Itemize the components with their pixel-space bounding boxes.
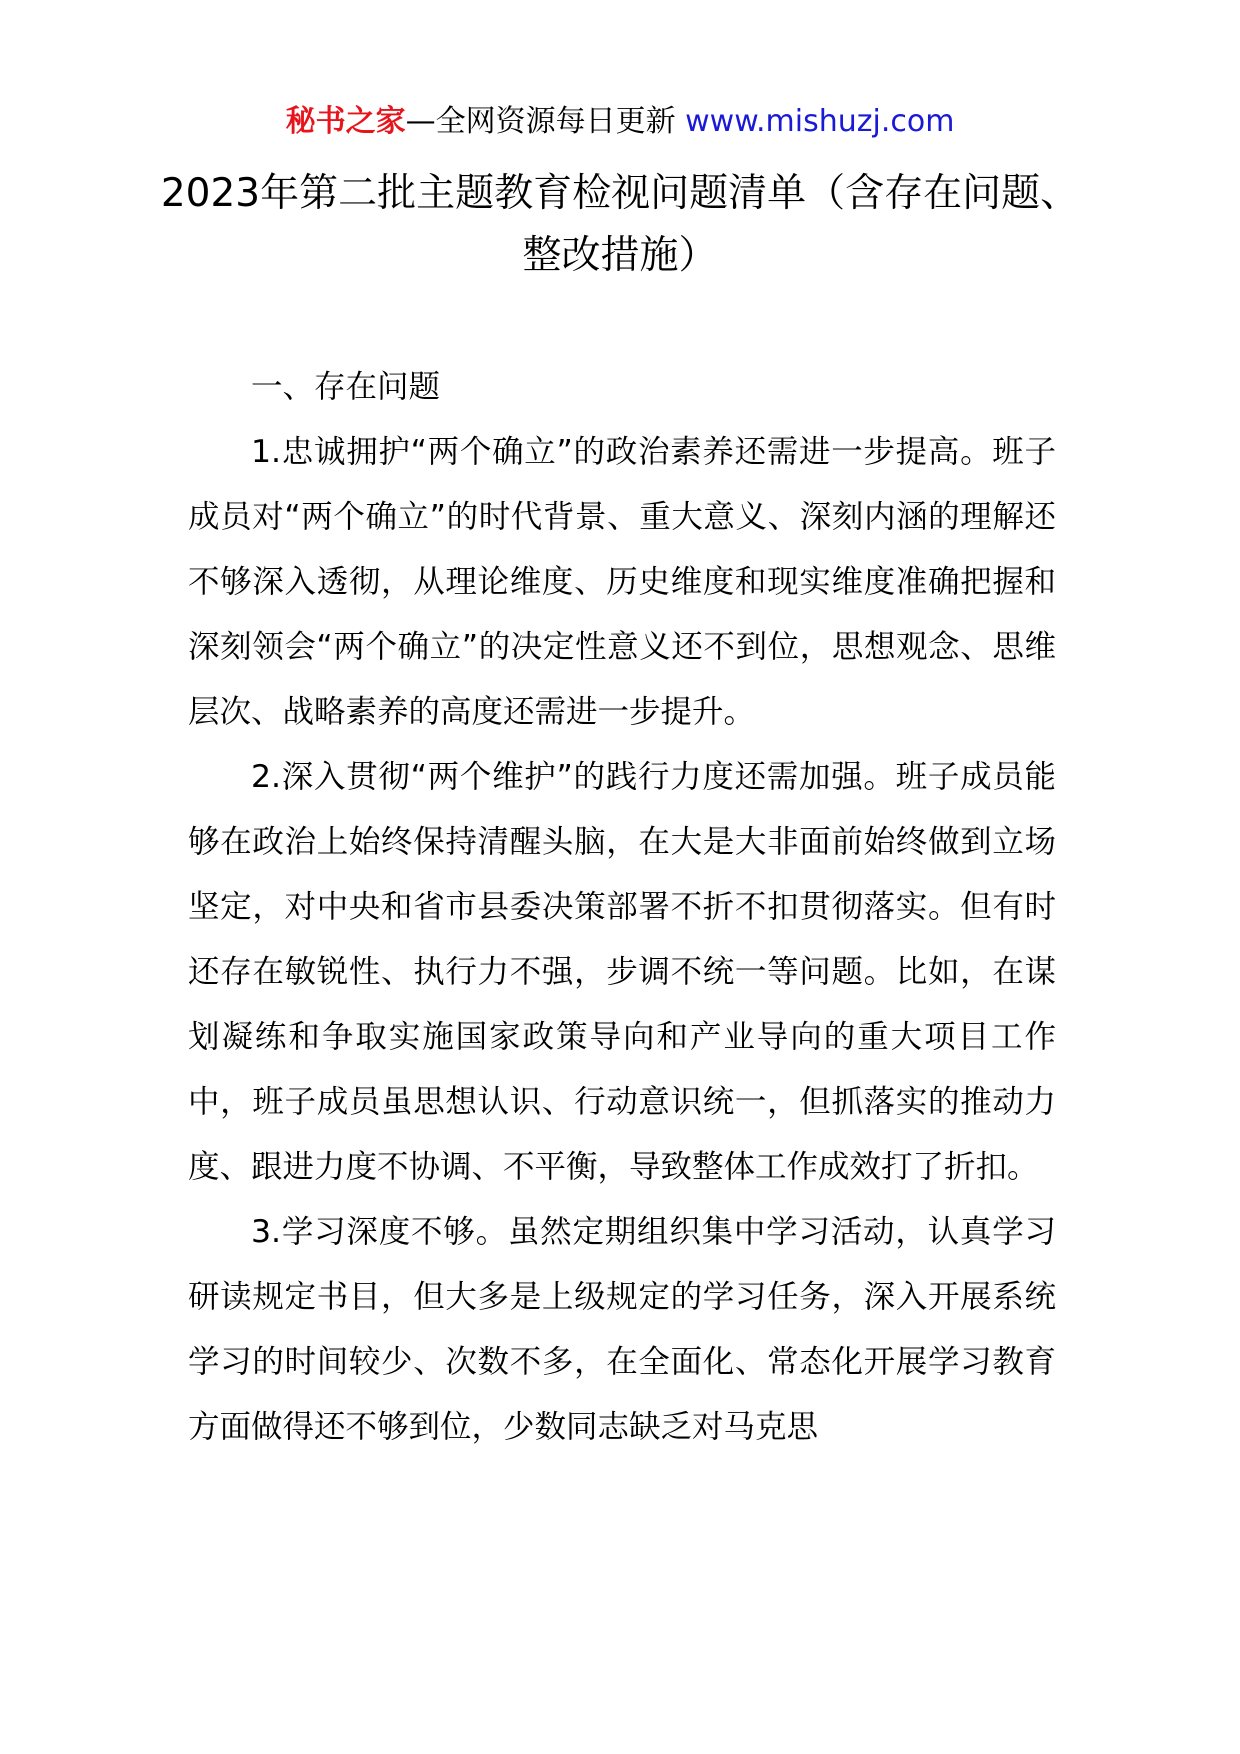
document-title: 2023年第二批主题教育检视问题清单（含存在问题、整改措施） <box>160 171 1080 278</box>
paragraph-3: 3.学习深度不够。虽然定期组织集中学习活动，认真学习研读规定书目，但大多是上级规定的学习任务，深入开展系统学习的时间较少、次数不多，在全面化、常态化开展学习教育方面做得还不够到位，少数同志缺乏对马克思 <box>188 1214 1056 1445</box>
site-url-link[interactable]: www.mishuzj.com <box>685 104 955 139</box>
site-tagline: —全网资源每日更新 <box>405 104 686 139</box>
section-heading-problems: 一、存在问题 <box>251 369 441 405</box>
paragraph-1: 1.忠诚拥护“两个确立”的政治素养还需进一步提高。班子成员对“两个确立”的时代背景、重大意义、深刻内涵的理解还不够深入透彻，从理论维度、历史维度和现实维度准确把握和深刻领会“两个确立”的决定性意义还不到位，思想观念、思维层次、战略素养的高度还需进一步提升。 <box>188 434 1056 730</box>
paragraph-2: 2.深入贯彻“两个维护”的践行力度还需加强。班子成员能够在政治上始终保持清醒头脑，在大是大非面前始终做到立场坚定，对中央和省市县委决策部署不折不扣贯彻落实。但有时还存在敏锐性、执行力不强，步调不统一等问题。比如，在谋划凝练和争取实施国家政策导向和产业导向的重大项目工作中，班子成员虽思想认识、行动意识统一，但抓落实的推动力度、跟进力度不协调、不平衡，导致整体工作成效打了折扣。 <box>188 759 1056 1185</box>
site-header <box>0 100 1240 144</box>
site-brand: 秘书之家 <box>285 104 406 139</box>
document-body <box>188 355 1056 1460</box>
